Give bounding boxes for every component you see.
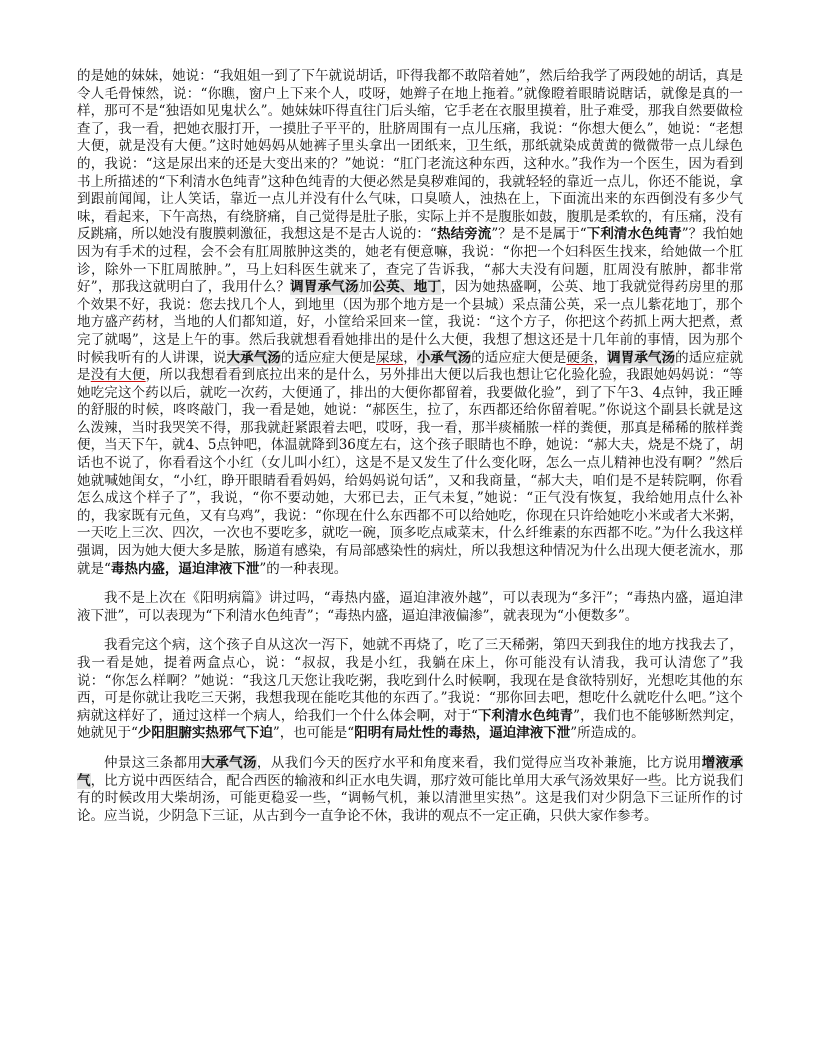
text-run: 的适应症大便是	[280, 349, 377, 366]
text-run: ，所以我想看看到底拉出来的是什么，另外排出大便以后我也想让它化验化验，我跟她妈妈说：“等她吃完这个药以后，就吃一次药，大便通了，排出的大便你都留着，我要做化验”，到了下午3、4点钟，我正睡的舒服的时候，咚咚敲门，我一看是她，她说：“郝医生，拉了，东西都还给你留着呢。”你说这个副县长就是这么泼辣，当时我哭笑不得，那我就赶紧跟着去吧，哎呀，我一看，那半痰桶脓一样的粪便，那真是稀稀的脓样粪便，当天下午，就4、5点钟吧，体温就降到36度左右，这个孩子眼睛也不睁，她说：“郝大夫，烧是不烧了，胡话也不说了，你看看这个小红（女儿叫小红），这是不是又发生了什么变化呀，怎么一点儿精神也没有啊？”然后她就喊她闺女，“小红，睁开眼睛看看妈妈，给妈妈说句话”，又和我商量，“郝大夫，咱们是不是转院啊，你看怎么成这个样子了”，我说，“你不要动她，大邪已去，正气未复，”她说：“正气没有恢复，我给她用点什么补的，我家既有元鱼，又有乌鸡”，我说：“你现在什么东西都不可以给她吃，你现在只许给她吃小米或者大米粥，一天吃上三次、四次，一次也不要吃多，就吃一碗，顶多吃点咸菜末，什么纤维素的东西都不吃。”为什么我这样强调，因为她大便大多是脓，肠道有感染，有局部感染性的病灶，所以我想这种情况为什么出现大便老流水，那就是“	[77, 367, 744, 577]
highlighted-term: 增液承气	[77, 754, 744, 789]
text-run: ，比方说中西医结合，配合西医的输液和纠正水电失调，那疗效可能比单用大承气汤效果好一些。比方说我们有的时候改用大柴胡汤，可能更稳妥一些，“调畅气机，兼以清泄里实热”。这是我们对少阴急下三证所作的讨论。应当说，少阴急下三证，从古到今一直争论不休，我讲的观点不一定正确，只供大家作参考。	[77, 772, 743, 824]
text-run: 的适应症就是	[77, 349, 743, 384]
text-run: ”，也可能是“	[272, 725, 355, 742]
bold-term: 少阳胆腑实热邪气下迫	[137, 725, 273, 742]
text-run: ”所造成的。	[570, 725, 645, 742]
text-run: ，	[593, 349, 608, 366]
bold-term: 毒热内盛，逼迫津液下泄	[110, 560, 260, 577]
text-run: ”？我怕她因为有手术的过程，会不会有肛周脓肿这类的，她老有便意嘛，我说：“你把一个妇科医生找来，给她做一个肛诊，除外一下肛周脓肿。”，马上妇科医生就来了，查完了告诉我，“郝大夫没有问题，肛周没有脓肿，都非常好”，那我这就明白了，我用什么？	[77, 226, 744, 296]
document-page	[77, 68, 743, 837]
underlined-term: 屎球	[376, 349, 404, 366]
paragraph	[77, 755, 743, 825]
underlined-term: 硬条	[566, 349, 594, 366]
highlighted-term: 公英、地丁	[372, 279, 442, 296]
highlighted-term: 调胃承气汤	[290, 279, 359, 296]
text-run: ，	[403, 349, 417, 366]
text-run: ”，我们也不能够断然判定，她就见于“	[77, 707, 744, 742]
bold-term: 阳明有局灶性的毒热，逼迫津液下泄	[354, 725, 571, 742]
underlined-term: 没有大便	[90, 367, 146, 384]
text-run: ，因为她热盛啊，公英、地丁我就觉得药房里的那个效果不好，我说：您去找几个人，到地里（因为那个地方是一个县城）采点蒲公英，采一点儿紫花地丁，那个地方盛产药材，当地的人们都知道，好，小筐给采回来一筐，我说：“这个方子，你把这个药抓上两大把煮，煮完了就喝”，这是上午的事。然后我就想看看她排出的是什么大便，我想了想这还是十几年前的事情，因为那个时候我听有的人讲课，说	[77, 279, 744, 366]
text-run: 加	[358, 279, 373, 296]
highlighted-term: 大承气汤	[226, 349, 281, 366]
text-run: ”的一种表现。	[259, 560, 348, 577]
highlighted-term: 小承气汤	[416, 349, 472, 366]
text-run: 的适应症大便是	[471, 349, 567, 366]
paragraph	[77, 637, 743, 743]
text-run: 我看完这个病，这个孩子自从这次一泻下，她就不再烧了，吃了三天稀粥，第四天到我住的地方找我去了，我一看是她，提着两盒点心，说：“叔叔，我是小红，我躺在床上，你可能没有认清我，我可认清您了”我说：“你怎么样啊？”她说：“我这几天您让我吃粥，我吃到什么时候啊，我现在是食欲特别好，光想吃其他的东西，可是你就让我吃三天粥，我想我现在能吃其他的东西了。”我说：“那你回去吧，想吃什么就吃什么吧。”这个病就这样好了，通过这样一个病人，给我们一个什么体会啊，对于“	[77, 637, 743, 724]
bold-term: 下利清水色纯青	[477, 707, 574, 724]
text-run: 的是她的妹妹，她说：“我姐姐一到了下午就说胡话，吓得我都不敢陪着她”，然后给我学了两段她的胡话，真是令人毛骨悚然，说：“你瞧，窗户上下来个人，哎呀，她辫子在地上拖着。”就像瞪着眼睛说瞎话，就像是真的一样，那可不是“独语如见鬼状么”。她妹妹吓得直往门后头缩，它手老在衣服里摸着，肚子难受，那我自然要做检查了，我一看，把她衣服打开，一摸肚子平平的，肚脐周围有一点儿压痛，我说：“你想大便么”，她说：“老想大便，就是没有大便。”这时她妈妈从她裤子里头拿出一团纸来，卫生纸，那纸就染成黄黄的微微带一点儿绿色的，我说：“这是尿出来的还是大变出来的？”她说：“肛门老流这种东西，这种水。”我作为一个医生，因为看到书上所描述的“下利清水色纯青”这种色纯青的大便必然是臭秽难闻的，我就轻轻的靠近一点儿，你还不能说，拿到跟前闻闻，让人笑话，靠近一点儿并没有什么气味，口臭喷人，浊热在上，下面流出来的东西倒没有多少气味，看起来，下午高热，有绕脐痛，自己觉得是肚子胀，实际上并不是腹胀如鼓，腹肌是柔软的，有压痛，没有反跳痛，所以她没有腹膜刺激征，我想这是不是古人说的：“	[77, 68, 743, 243]
bold-term: 热结旁流	[436, 226, 492, 243]
bold-term: 下利清水色纯青	[586, 226, 682, 243]
text-run: ”？是不是属于“	[491, 226, 587, 243]
text-run: 仲景这三条都用	[104, 754, 202, 771]
text-run: 我不是上次在《阳明病篇》讲过吗，“毒热内盛，逼迫津液外越”，可以表现为“多汗”；“毒热内盛，逼迫津液下泄”，可以表现为“下利清水色纯青”；“毒热内盛，逼迫津液偏渗”，就表现为“小便数多”。	[77, 590, 743, 624]
highlighted-term: 大承气汤	[201, 754, 257, 771]
text-run: ，从我们今天的医疗水平和角度来看，我们觉得应当攻补兼施，比方说用	[256, 754, 702, 771]
paragraph	[77, 590, 743, 625]
highlighted-term: 调胃承气汤	[607, 349, 676, 366]
paragraph	[77, 68, 743, 578]
